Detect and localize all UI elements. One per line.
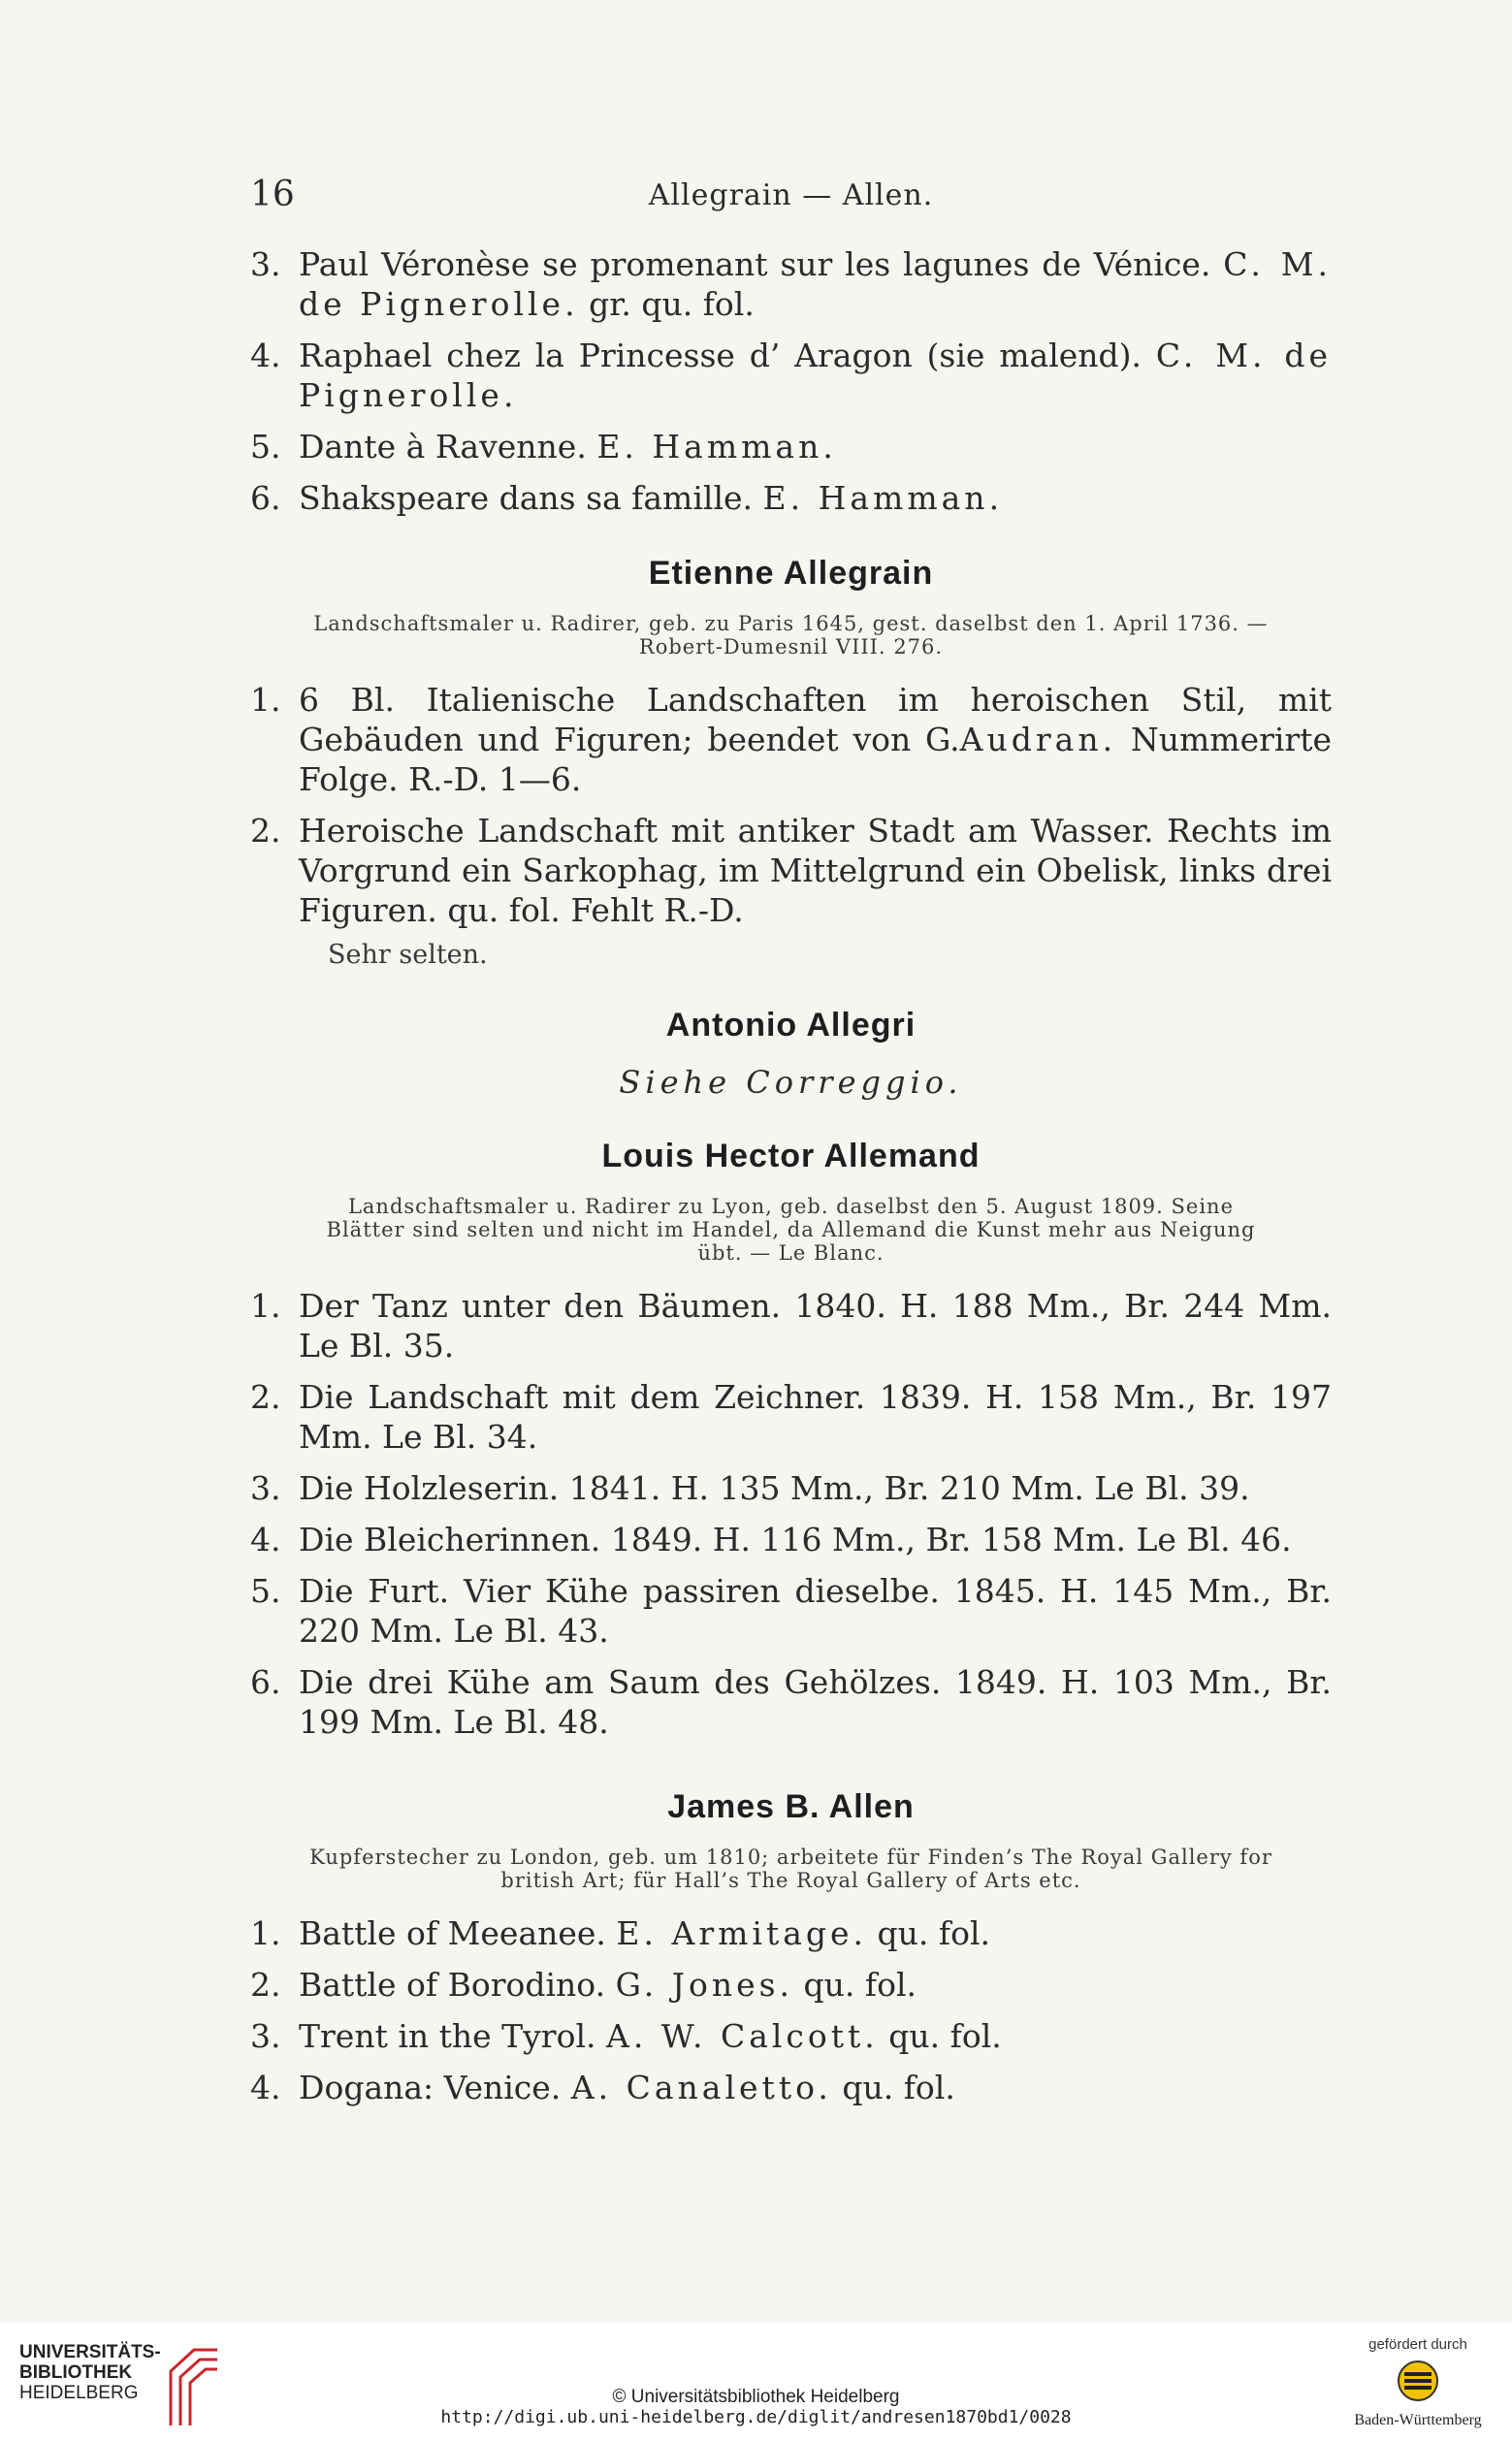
section-title: Antonio Allegri (665, 1007, 917, 1044)
running-title: Allegrain — Allen. (648, 178, 934, 212)
top-entries (250, 244, 1332, 518)
biography: Landschaftsmaler u. Radirer zu Lyon, geb. daselbst den 5. August 1809. Seine Blätter sind selten und nicht im Handel, da Allemand die Kunst mehr aus Neigung übt. — Le Blanc. (326, 1195, 1256, 1265)
section-title: James B. Allen (667, 1788, 915, 1825)
funder-logo[interactable]: gefördert durch Baden-Württemberg (1354, 2336, 1482, 2428)
page-header (250, 175, 1332, 223)
list-item: 1. Der Tanz unter den Bäumen. 1840. H. 188 Mm., Br. 244 Mm. Le Bl. 35. (250, 1287, 1332, 1365)
list-item: 3. Trent in the Tyrol. A. W. Calcott. qu. fol. (250, 2017, 1002, 2055)
list-item: 4. Dogana: Venice. A. Canaletto. qu. fol. (250, 2069, 955, 2106)
list-item: 6. Shakspeare dans sa famille. E. Hamman. (250, 479, 1004, 517)
section-etienne-allegrain (250, 555, 1332, 970)
list-item: 1. 6 Bl. Italienische Landschaften im heroischen Stil, mit Gebäuden und Figuren; beendet von G.Audran. Nummerirte Folge. R.-D. 1—6. (250, 681, 1332, 798)
section-james-b-allen (250, 1788, 1332, 2107)
copyright-notice: © Universitätsbibliothek Heidelberg http://digi.ub.uni-heidelberg.de/diglit/andresen1870bd1/0028 (0, 2387, 1512, 2427)
cross-reference: Siehe Correggio. (619, 1064, 963, 1101)
section-title: Etienne Allegrain (648, 555, 934, 592)
list-item: 2. Battle of Borodino. G. Jones. qu. fol. (250, 1966, 917, 2004)
library-name: UNIVERSITÄTS- BIBLIOTHEK HEIDELBERG (19, 2342, 161, 2403)
page-number: 16 (250, 175, 295, 214)
list-item: 5. Dante à Ravenne. E. Hamman. (250, 428, 837, 466)
list-item: 3. Paul Véronèse se promenant sur les lagunes de Vénice. C. M. de Pignerolle. gr. qu. fol. (250, 245, 1332, 323)
list-item: 2. Die Landschaft mit dem Zeichner. 1839. H. 158 Mm., Br. 197 Mm. Le Bl. 34. (250, 1378, 1332, 1456)
section-title: Louis Hector Allemand (601, 1138, 981, 1174)
list-item: 4. Die Bleicherinnen. 1849. H. 116 Mm., Br. 158 Mm. Le Bl. 46. (250, 1521, 1292, 1558)
permalink[interactable]: http://digi.ub.uni-heidelberg.de/diglit/andresen1870bd1/0028 (440, 2407, 1072, 2427)
section-antonio-allegri (250, 1007, 1332, 1101)
list-item: 2. Heroische Landschaft mit antiker Stadt am Wasser. Rechts im Vorgrund ein Sarkophag, im Mittelgrund ein Obelisk, links drei Figuren. qu. fol. Fehlt R.-D. (250, 812, 1332, 929)
list-item: 5. Die Furt. Vier Kühe passiren dieselbe. 1845. H. 145 Mm., Br. 220 Mm. Le Bl. 43. (250, 1572, 1332, 1650)
list-item: 1. Battle of Meeanee. E. Armitage. qu. fol. (250, 1914, 991, 1952)
note: Sehr selten. (328, 940, 488, 970)
coat-of-arms-icon (1396, 2359, 1440, 2403)
section-louis-hector-allemand (250, 1138, 1332, 1742)
list-item: 3. Die Holzleserin. 1841. H. 135 Mm., Br. 210 Mm. Le Bl. 39. (250, 1469, 1250, 1507)
footer (0, 2323, 1512, 2441)
list-item: 4. Raphael chez la Princesse d’ Aragon (sie malend). C. M. de Pignerolle. (250, 337, 1332, 414)
biography: Landschaftsmaler u. Radirer, geb. zu Paris 1645, gest. daselbst den 1. April 1736. — Robert-Dumesnil VIII. 276. (313, 612, 1269, 658)
list-item: 6. Die drei Kühe am Saum des Gehölzes. 1849. H. 103 Mm., Br. 199 Mm. Le Bl. 48. (250, 1663, 1332, 1741)
page-content (250, 244, 1332, 2119)
biography: Kupferstecher zu London, geb. um 1810; arbeitete für Finden’s The Royal Gallery for british Art; für Hall’s The Royal Gallery of Arts etc. (309, 1846, 1272, 1892)
